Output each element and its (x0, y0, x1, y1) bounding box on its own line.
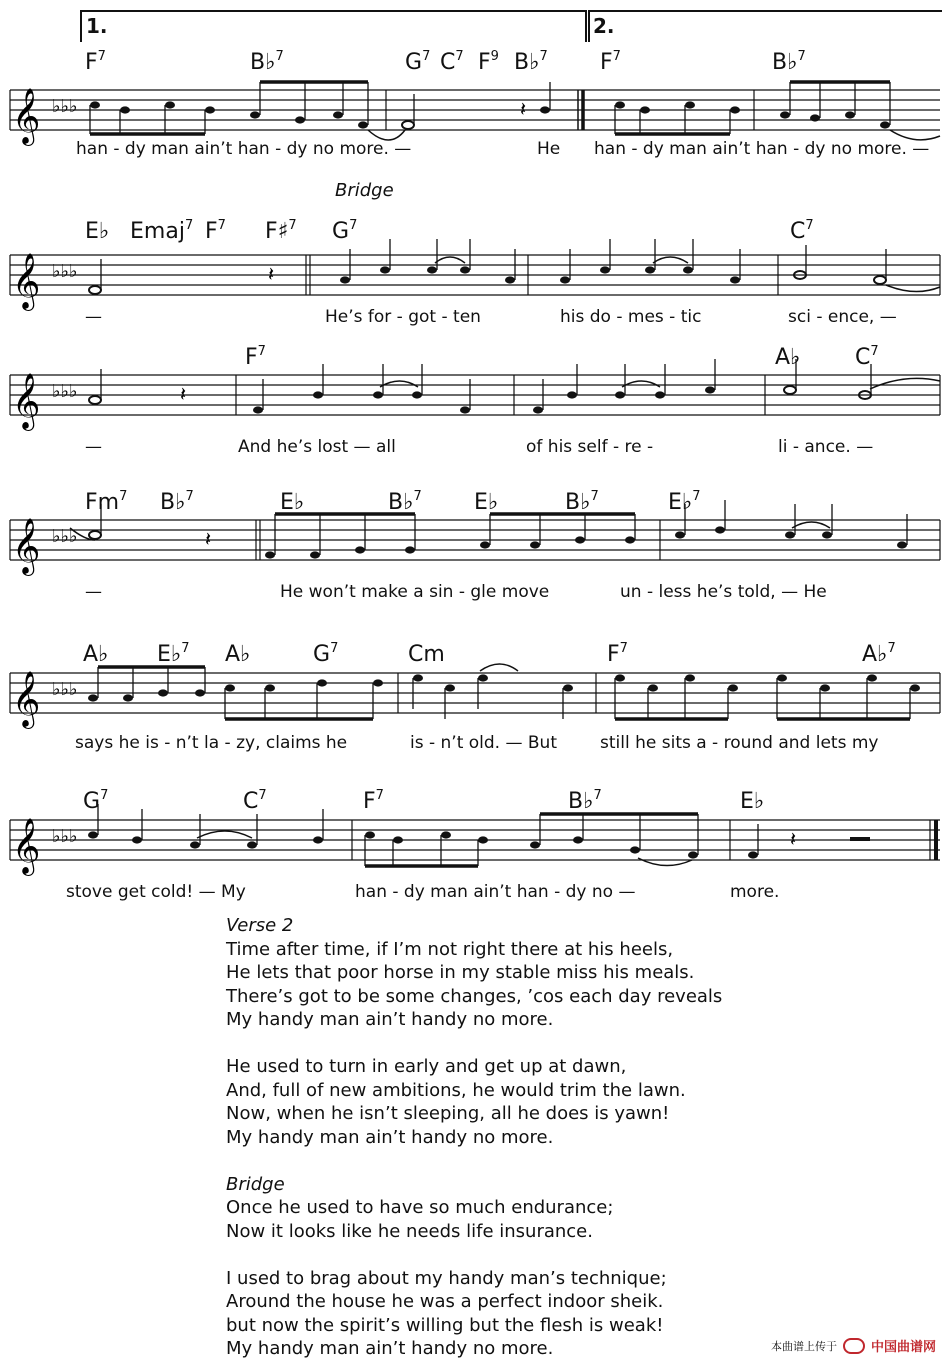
chord-symbol: B♭$^7$ (514, 49, 548, 75)
chord-symbol: E♭ (740, 789, 765, 814)
lyric-line: still he sits a - round and lets my (600, 733, 879, 753)
lyric-line: — (85, 582, 102, 602)
ending-1-label: 1. (86, 14, 108, 38)
svg-text:𝄽: 𝄽 (268, 262, 275, 286)
lyric-line: han - dy man ain’t han - dy no — (355, 882, 636, 902)
verse-line: And, full of new ambitions, he would trim the lawn. (226, 1079, 686, 1101)
chord-symbol: A♭$^7$ (862, 641, 896, 667)
section-label-bridge: Bridge (335, 180, 394, 201)
lyric-line: li - ance. — (778, 437, 874, 457)
ending-2-label: 2. (593, 14, 615, 38)
chord-symbol: Cm (408, 642, 445, 667)
verse-line: Around the house he was a perfect indoor sheik. (226, 1291, 664, 1312)
staff-notation (0, 653, 950, 743)
verse-stanza (226, 1173, 846, 1244)
chord-symbol: $G^7$ (313, 641, 339, 667)
staff-system-4 (0, 480, 950, 610)
svg-text:♭♭♭: ♭♭♭ (52, 679, 78, 700)
staff-system-3 (0, 335, 950, 465)
lyric-line: han - dy man ain’t han - dy no more. — (76, 139, 412, 159)
staff-notation (0, 355, 950, 445)
verse-label: Verse 2 (226, 915, 294, 936)
chord-symbol: B♭$^7$ (568, 788, 602, 814)
chord-symbol: A♭ (83, 642, 109, 667)
chord-symbol: $C^7$ (855, 344, 879, 370)
lyric-line: He (537, 139, 561, 159)
upload-note: 本曲谱上传于 (770, 1339, 837, 1353)
chord-symbol: E♭$^7$ (668, 489, 701, 515)
verse-line: Once he used to have so much endurance; (226, 1197, 614, 1218)
chord-symbol: A♭ (225, 642, 251, 667)
chord-symbol: $G^7$ (405, 49, 431, 75)
lyric-line: of his self - re - (526, 437, 654, 457)
lyric-line: un - less he’s told, — He (620, 582, 827, 602)
chord-symbol: F♯$^7$ (265, 218, 297, 244)
lyric-line: sci - ence, — (788, 307, 897, 327)
chord-symbol: Fm$^7$ (85, 489, 128, 515)
lyric-line: says he is - n’t la - zy, claims he (75, 733, 348, 753)
verse-line: Time after time, if I’m not right there at his heels, (226, 938, 674, 960)
verse-stanza (226, 1055, 846, 1149)
lyric-line: And he’s lost — all (238, 437, 396, 457)
site-logo-icon (843, 1338, 865, 1354)
verse-line: He used to turn in early and get up at dawn, (226, 1056, 627, 1077)
staff-system-1 (0, 40, 950, 170)
lyric-line: his do - mes - tic (560, 307, 702, 327)
chord-symbol: E♭ (280, 490, 305, 515)
svg-text:𝄞: 𝄞 (12, 373, 41, 429)
chord-symbol: $C^7$ (243, 788, 267, 814)
lyric-line: is - n’t old. — But (410, 733, 557, 753)
svg-text:𝄽: 𝄽 (520, 97, 527, 121)
chord-symbol: $C^7$ (790, 218, 814, 244)
svg-text:♭♭♭: ♭♭♭ (52, 381, 78, 402)
chord-symbol: B♭$^7$ (160, 489, 194, 515)
site-watermark (771, 1336, 936, 1355)
lyric-line: — (85, 437, 102, 457)
verse-line: My handy man ain’t handy no more. (226, 1126, 554, 1148)
lyric-line: stove get cold! — My (66, 882, 246, 902)
lyric-line: han - dy man ain’t han - dy no more. — (594, 139, 930, 159)
svg-text:𝄞: 𝄞 (12, 818, 41, 874)
svg-text:𝄽: 𝄽 (790, 827, 797, 851)
chord-symbol: B♭$^7$ (565, 489, 599, 515)
chord-symbol: B♭$^7$ (250, 49, 284, 75)
verse-line: Now it looks like he needs life insurance. (226, 1220, 593, 1242)
svg-text:♭♭♭: ♭♭♭ (52, 96, 78, 117)
svg-text:𝄞: 𝄞 (12, 88, 41, 144)
chord-symbol: $G^7$ (332, 218, 358, 244)
lyric-line: more. (730, 882, 780, 902)
verse-line: My handy man ain’t handy no more. (226, 1009, 554, 1030)
chord-symbol: $F^7$ (600, 49, 621, 75)
staff-system-5 (0, 628, 950, 758)
staff-notation (0, 800, 950, 890)
chord-symbol: Emaj$^7$ (130, 218, 194, 244)
lyric-line: — (85, 307, 102, 327)
chord-symbol: E♭ (85, 219, 110, 244)
ending-bracket-1 (80, 10, 587, 42)
site-name: 中国曲谱网 (870, 1340, 936, 1355)
lyric-line: He won’t make a sin - gle move (280, 582, 550, 602)
lyric-line: He’s for - got - ten (325, 307, 481, 327)
chord-symbol: B♭$^7$ (772, 49, 806, 75)
chord-symbol: E♭$^7$ (157, 641, 190, 667)
verse-line: He lets that poor horse in my stable miss his meals. (226, 962, 695, 983)
chord-symbol: A♭ (775, 345, 801, 370)
verse-line: My handy man ain’t handy no more. (226, 1338, 554, 1359)
svg-text:𝄞: 𝄞 (12, 253, 41, 309)
chord-symbol: B♭$^7$ (388, 489, 422, 515)
chord-symbol: $F^7$ (85, 49, 106, 75)
verse-line: but now the spirit’s willing but the flesh is weak! (226, 1314, 664, 1336)
svg-text:𝄽: 𝄽 (205, 527, 212, 551)
verse-line: There’s got to be some changes, ’cos each day reveals (226, 985, 723, 1007)
chord-symbol: $F^7$ (607, 641, 628, 667)
svg-text:𝄞: 𝄞 (12, 671, 41, 727)
ending-bracket-2 (588, 10, 942, 42)
verse-stanza (226, 1267, 846, 1361)
verse-line: I used to brag about my handy man’s technique; (226, 1267, 667, 1289)
svg-text:𝄞: 𝄞 (12, 518, 41, 574)
svg-text:𝄽: 𝄽 (180, 382, 187, 406)
svg-text:♭♭♭: ♭♭♭ (52, 261, 78, 282)
chord-symbol: E♭ (474, 490, 499, 515)
svg-text:♭♭♭: ♭♭♭ (52, 526, 78, 547)
chord-symbol: $F^9$ (478, 49, 499, 75)
verse-label: Bridge (226, 1173, 285, 1195)
verse-stanza (226, 914, 846, 1032)
staff-system-2 (0, 205, 950, 335)
chord-symbol: $F^7$ (363, 788, 384, 814)
chord-symbol: $C^7$ (440, 49, 464, 75)
verse-line: Now, when he isn’t sleeping, all he does is yawn! (226, 1103, 670, 1124)
staff-notation (0, 500, 950, 590)
chord-symbol: $F^7$ (245, 344, 266, 370)
chord-symbol: $F^7$ (205, 218, 226, 244)
svg-text:♭♭♭: ♭♭♭ (52, 826, 78, 847)
verse-text-block (226, 914, 846, 1361)
staff-system-6 (0, 775, 950, 905)
chord-symbol: $G^7$ (83, 788, 109, 814)
